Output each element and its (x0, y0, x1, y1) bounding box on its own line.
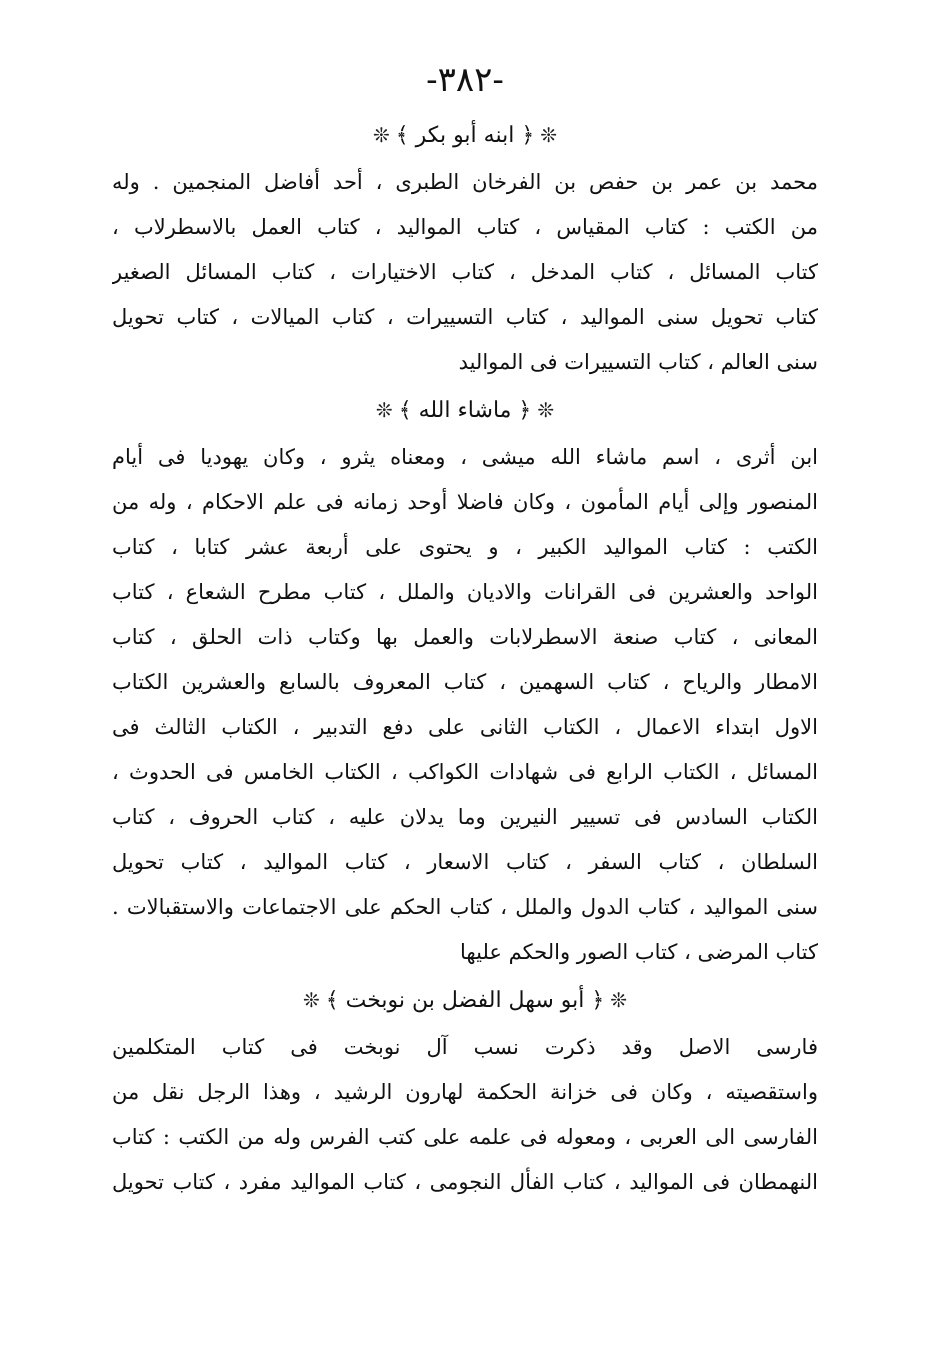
section-heading (112, 385, 818, 435)
text-line: السلطان ، كتاب السفر ، كتاب الاسعار ، كتاب المواليد ، كتاب تحويل (112, 850, 818, 874)
section-abu-bakr (112, 110, 818, 385)
text-line: ابن أثرى ، اسم ماشاء الله ميشى ، ومعناه يثرو ، وكان يهوديا فى أيام (112, 445, 818, 469)
text-line: الواحد والعشرين فى القرانات والاديان والملل ، كتاب مطرح الشعاع ، كتاب (112, 580, 818, 604)
book-page (112, 50, 818, 1330)
heading-text: ﴿ أبو سهل الفضل بن نوبخت ﴾ (325, 988, 605, 1013)
ornament-icon: ❊ (302, 988, 320, 1012)
text-line: الفارسى الى العربى ، ومعوله فى علمه على كتب الفرس وله من الكتب : كتاب (112, 1125, 818, 1149)
text-line: سنى العالم ، كتاب التسييرات فى المواليد (458, 350, 818, 374)
text-line: النهمطان فى المواليد ، كتاب الفأل النجومى ، كتاب المواليد مفرد ، كتاب تحويل (112, 1170, 818, 1194)
text-line: الامطار والرياح ، كتاب السهمين ، كتاب المعروف بالسابع والعشرين الكتاب (112, 670, 818, 694)
text-line: المسائل ، الكتاب الرابع فى شهادات الكواكب ، الكتاب الخامس فى الحدوث ، (112, 760, 818, 784)
text-line: واستقصيته ، وكان فى خزانة الحكمة لهارون الرشيد ، وهذا الرجل نقل من (112, 1080, 818, 1104)
heading-text: ﴿ ماشاء الله ﴾ (398, 398, 532, 423)
text-line: سنى المواليد ، كتاب الدول والملل ، كتاب الحكم على الاجتماعات والاستقبالات . (112, 895, 818, 919)
section-abu-sahl (112, 975, 818, 1205)
text-line: الكتاب السادس فى تسيير النيرين وما يدلان عليه ، كتاب الحروف ، كتاب (112, 805, 818, 829)
ornament-icon: ❊ (610, 988, 628, 1012)
text-line: فارسى الاصل وقد ذكرت نسب آل نوبخت فى كتاب المتكلمين (112, 1035, 818, 1059)
text-line: الكتب : كتاب المواليد الكبير ، و يحتوى على أربعة عشر كتابا ، كتاب (112, 535, 818, 559)
ornament-icon: ❊ (537, 398, 555, 422)
heading-text: ﴿ ابنه أبو بكر ﴾ (395, 123, 535, 148)
ornament-icon: ❊ (540, 123, 557, 147)
section-mashaallah (112, 385, 818, 975)
ornament-icon: ❊ (375, 398, 393, 422)
text-line: المنصور وإلى أيام المأمون ، وكان فاضلا أوحد زمانه فى علم الاحكام ، وله من (112, 490, 818, 514)
ornament-icon: ❊ (373, 123, 390, 147)
text-line: كتاب المرضى ، كتاب الصور والحكم عليها (460, 940, 818, 964)
text-line: الاول ابتداء الاعمال ، الكتاب الثانى على دفع التدبير ، الكتاب الثالث فى (112, 715, 818, 739)
text-line: كتاب تحويل سنى المواليد ، كتاب التسييرات ، كتاب الميالات ، كتاب تحويل (112, 305, 818, 329)
page-number: -٣٨٢- (426, 60, 504, 100)
text-line: من الكتب : كتاب المقياس ، كتاب المواليد ، كتاب العمل بالاسطرلاب ، (112, 215, 818, 239)
section-heading (112, 110, 818, 160)
text-line: محمد بن عمر بن حفص بن الفرخان الطبرى ، أحد أفاضل المنجمين . وله (112, 170, 818, 194)
section-heading (112, 975, 818, 1025)
text-line: كتاب المسائل ، كتاب المدخل ، كتاب الاختيارات ، كتاب المسائل الصغير (112, 260, 818, 284)
text-line: المعانى ، كتاب صنعة الاسطرلابات والعمل بها وكتاب ذات الحلق ، كتاب (112, 625, 818, 649)
